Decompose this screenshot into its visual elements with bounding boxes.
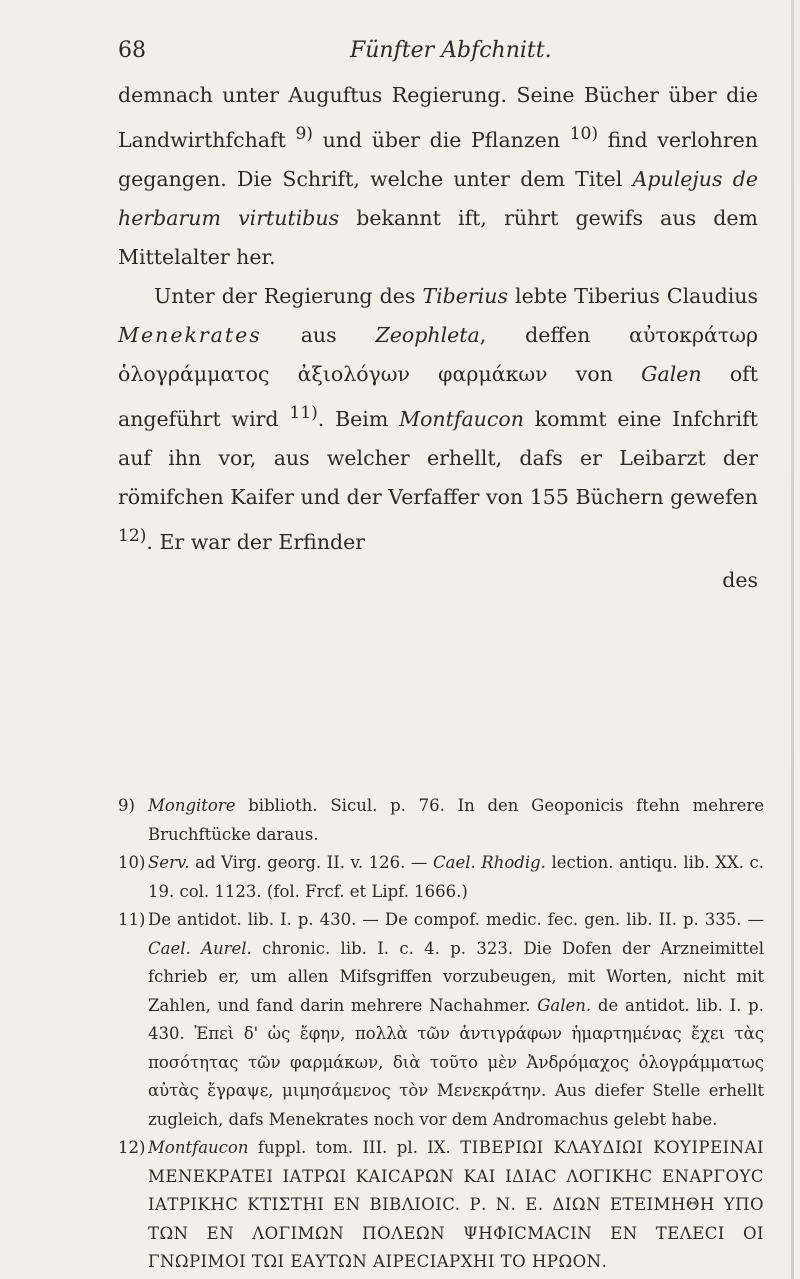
- footnote-ref-9: 9): [295, 124, 313, 144]
- name-tiberius: Tiberius: [422, 283, 508, 308]
- footnote-text: De antidot. lib. I. p. 430. — De compof. medic. fec. gen. lib. II. p. 335. —: [148, 910, 764, 929]
- name-galen: Galen: [641, 361, 702, 386]
- name-menekrates: Menekrates: [118, 322, 262, 347]
- text-run: Unter der Regierung des: [154, 283, 423, 308]
- text-run: . Beim: [317, 406, 400, 431]
- footnote-10: [118, 849, 764, 906]
- page-edge: [791, 0, 794, 1279]
- author-name: Serv.: [148, 853, 190, 872]
- author-name: Mongitore: [148, 796, 236, 815]
- text-run: , deffen αὐτοκράτωρ ὁλογράμματος ἀξιολόγων φαρμάκων von: [118, 322, 758, 386]
- text-run: demnach unter Auguftus Regierung. Seine Bücher über die Landwirthfchaft: [118, 83, 758, 152]
- footnote-ref-12: 12): [118, 525, 147, 546]
- text-run: lebte Tiberius Claudius: [508, 283, 758, 308]
- footnote-ref-11: 11): [289, 402, 318, 423]
- place-zeophleta: Zeophleta: [375, 322, 480, 347]
- footnote-number: 11): [118, 910, 146, 929]
- author-name: Cael. Rhodig.: [432, 853, 546, 872]
- main-text: [118, 76, 758, 600]
- author-name: Galen.: [537, 995, 592, 1015]
- footnote-text: biblioth. Sicul. p. 76. In den Geoponicis ftehn mehrere Bruchftücke daraus.: [148, 796, 764, 844]
- greek-inscription: ΤΙΒΕΡΙΩΙ ΚΛΑΥΔΙΩΙ ΚΟΥΙΡΕΙΝΑΙ ΜΕΝΕΚΡΑΤΕΙ ΙΑΤΡΩΙ ΚΑΙCΑΡΩΝ ΚΑΙ ΙΔΙΑC ΛΟΓΙΚΗC ΕΝΑΡΓΟΥC ΙΑΤΡΙΚΗC ΚΤΙΣΤΗΙ ΕΝ ΒΙΒΛΙΟΙC. Ρ. Ν. Ε. ΔΙΩΝ ΕΤΕΙΜΗΘΗ ΥΠΟ ΤΩΝ ΕΝ ΛΟΓΙΜΩΝ ΠΟΛΕΩΝ ΨΗΦΙCΜΑCΙΝ ΕΝ ΤΕΛΕCΙ ΟΙ ΓΝΩΡΙΜΟΙ ΤΩΙ ΕΑΥΤΩΝ ΑΙΡΕCΙΑΡΧΗΙ ΤΟ ΗΡΩΟΝ.: [148, 1138, 765, 1271]
- footnote-12: [118, 1134, 764, 1277]
- footnote-text: ad Virg. georg. II. v. 126. —: [189, 853, 433, 872]
- text-run: bekannt ift, rührt gewifs aus dem Mittelalter her.: [118, 205, 758, 269]
- footnote-text: fuppl. tom. III. pl. IX.: [248, 1138, 461, 1157]
- book-title: Apulejus de herbarum virtutibus: [118, 166, 759, 230]
- text-run: . Er war der Erfinder: [146, 529, 366, 554]
- footnotes: [118, 792, 764, 1277]
- author-name: Montfaucon: [148, 1138, 249, 1157]
- running-title: Fünfter Abfchnitt.: [350, 38, 552, 63]
- page-header: [118, 30, 738, 70]
- footnote-text: de antidot. lib. I. p. 430. Ἐπεὶ δ' ὡς ἔφην, πολλὰ τῶν ἀντιγράφων ἡμαρτημένας ἔχει τὰς ποσότητας τῶν φαρμάκων, διὰ τοῦτο μὲν Ἀνδρόμαχος ὁλογράμματως αὐτὰς ἔγραψε, μιμησάμενος τὸν Μενεκράτην. Aus diefer Stelle erhellt zugleich, dafs Menekrates noch vor dem Andromachus gelebt habe.: [148, 995, 764, 1129]
- text-run: aus: [261, 322, 376, 347]
- footnote-11: [118, 906, 764, 1134]
- catchword: des: [722, 568, 758, 593]
- author-name: Cael. Aurel.: [148, 938, 252, 958]
- paragraph-2: [118, 277, 758, 562]
- footnote-ref-10: 10): [569, 124, 599, 144]
- footnote-text: lection. antiqu. lib. XX. c. 19. col. 1123. (fol. Frcf. et Lipf. 1666.): [148, 853, 764, 901]
- footnote-number: 9): [118, 796, 135, 815]
- text-run: find verlohren gegangen. Die Schrift, welche unter dem Titel: [118, 127, 758, 191]
- footnote-number: 10): [118, 853, 146, 872]
- name-montfaucon: Montfaucon: [399, 406, 524, 431]
- footnote-number: 12): [118, 1138, 146, 1157]
- page-number: 68: [118, 38, 146, 63]
- footnote-text: chronic. lib. I. c. 4. p. 323. Die Dofen der Arzneimittel fchrieb er, um allen Mifsgriffen vorzubeugen, mit Worten, nicht mit Zahlen, und fand darin mehrere Nachahmer.: [148, 938, 764, 1015]
- paragraph-1: [118, 76, 758, 277]
- footnote-9: [118, 792, 764, 849]
- text-run: oft angeführt wird: [118, 361, 758, 431]
- text-run: und über die Pflanzen: [312, 127, 570, 152]
- text-run: kommt eine Infchrift auf ihn vor, aus welcher erhellt, dafs er Leibarzt der römifchen Kaifer und der Verfaffer von 155 Büchern gewefen: [118, 406, 758, 509]
